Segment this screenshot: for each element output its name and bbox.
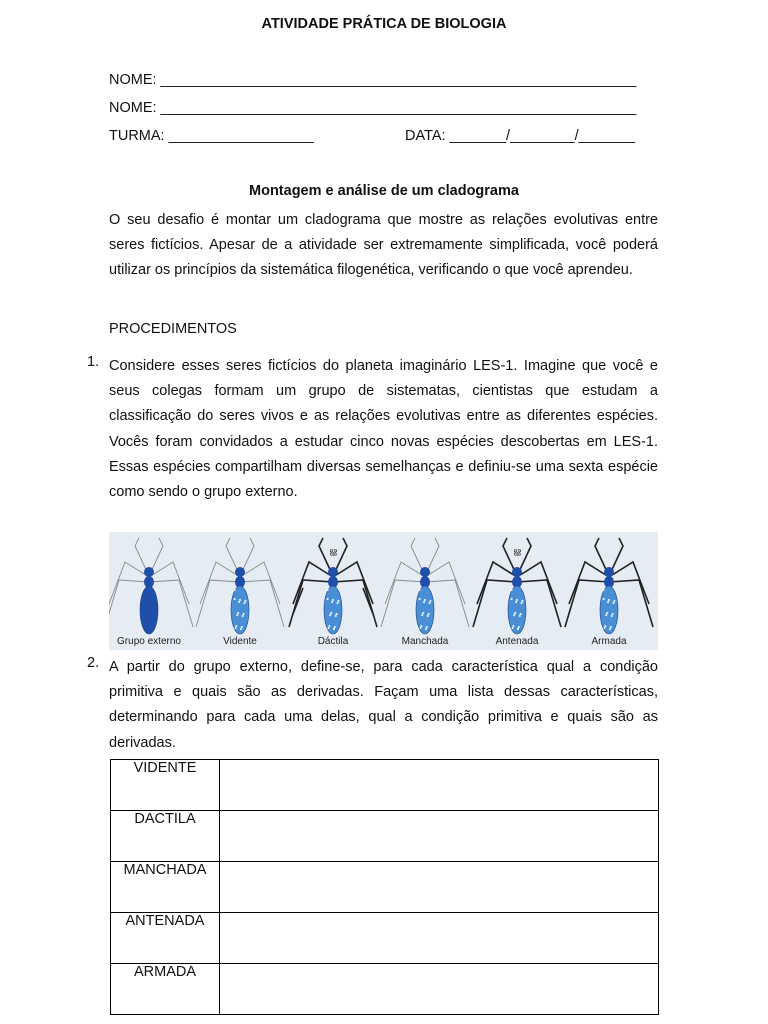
svg-text:ൠ: ൠ bbox=[513, 546, 521, 556]
step-number: 1. bbox=[87, 354, 100, 370]
creatures-illustration bbox=[109, 532, 658, 650]
creatures-figure bbox=[109, 532, 658, 650]
section-title: Montagem e análise de um cladograma bbox=[249, 183, 519, 199]
answer-cell[interactable] bbox=[220, 760, 659, 811]
creature-label: Armada bbox=[591, 636, 627, 647]
procedures-heading: PROCEDIMENTOS bbox=[109, 321, 237, 337]
creature-label: Vidente bbox=[223, 636, 257, 647]
answer-cell[interactable] bbox=[220, 913, 659, 964]
step-number: 2. bbox=[87, 655, 100, 671]
class-field[interactable]: TURMA: __________________ bbox=[109, 128, 314, 144]
species-name-cell: ANTENADA bbox=[111, 913, 220, 964]
step-text: Considere esses seres fictícios do planeta imaginário LES-1. Imagine que você e seus colegas formam um grupo de sistematas, cientistas que estudam a classificação do seres vivos e as relações evolutivas entre as diferentes espécies. Vocês foram convidados a estudar cinco novas espécies descobertas em LES-1. Essas espécies compartilham diversas semelhanças e definiu-se uma sexta espécie como sendo o grupo externo. bbox=[109, 358, 658, 501]
page-title: ATIVIDADE PRÁTICA DE BIOLOGIA bbox=[261, 16, 507, 32]
creature-1 bbox=[109, 538, 193, 647]
species-name-cell: ARMADA bbox=[111, 964, 220, 1015]
answer-cell[interactable] bbox=[220, 862, 659, 913]
creature-2 bbox=[196, 538, 284, 647]
answer-cell[interactable] bbox=[220, 964, 659, 1015]
species-name-cell: VIDENTE bbox=[111, 760, 220, 811]
characteristics-table bbox=[110, 759, 659, 1015]
name-field-1[interactable]: NOME: ___________________________________________________________ bbox=[109, 72, 637, 88]
table-row bbox=[111, 964, 659, 1015]
answer-cell[interactable] bbox=[220, 811, 659, 862]
table-row bbox=[111, 811, 659, 862]
creature-label: Manchada bbox=[401, 636, 449, 647]
table-row bbox=[111, 760, 659, 811]
name-field-2[interactable]: NOME: ___________________________________________________________ bbox=[109, 100, 637, 116]
step-text: A partir do grupo externo, define-se, para cada característica qual a condição primitiva e quais são as derivadas. Façam uma lista dessas características, determinando para cada uma delas, qual a condição primitiva e quais são as derivadas. bbox=[109, 659, 658, 751]
svg-text:ൠ: ൠ bbox=[329, 546, 337, 556]
species-name-cell: DACTILA bbox=[111, 811, 220, 862]
table-row bbox=[111, 862, 659, 913]
table-row bbox=[111, 913, 659, 964]
creature-4 bbox=[381, 538, 469, 647]
creature-6 bbox=[565, 538, 653, 647]
creature-label: Dáctila bbox=[317, 636, 349, 647]
creature-3 bbox=[289, 538, 377, 647]
date-field[interactable]: DATA: _______/________/_______ bbox=[405, 128, 636, 144]
species-name-cell: MANCHADA bbox=[111, 862, 220, 913]
creature-5 bbox=[473, 538, 561, 647]
creature-label: Grupo externo bbox=[117, 636, 181, 647]
intro-paragraph: O seu desafio é montar um cladograma que mostre as relações evolutivas entre seres fictícios. Apesar de a atividade ser extremamente simplificada, você poderá utilizar os princípios da sistemática filogenética, verificando o que você aprendeu. bbox=[109, 212, 658, 279]
creature-label: Antenada bbox=[495, 636, 539, 647]
